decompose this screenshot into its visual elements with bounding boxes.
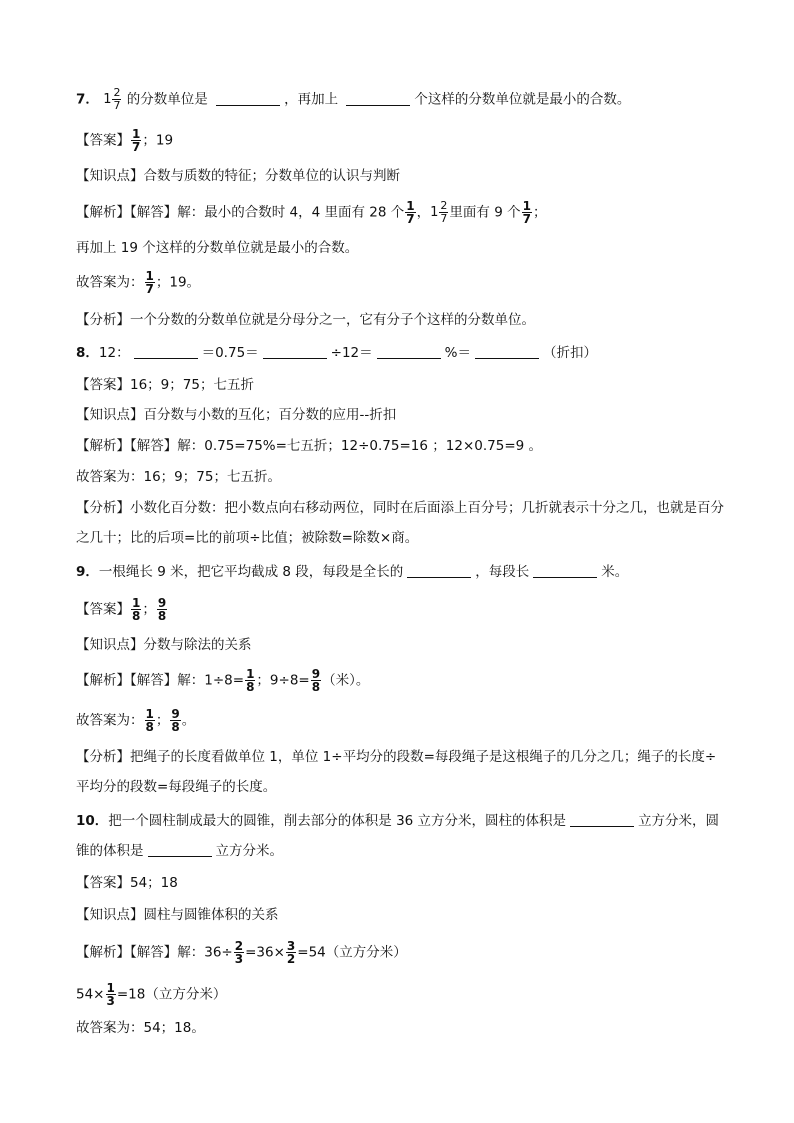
answer-line xyxy=(76,597,168,622)
analysis-text: =18（立方分米） xyxy=(116,986,227,1003)
numerator: 3 xyxy=(286,939,296,953)
denominator: 3 xyxy=(234,952,244,966)
answer-text: ； xyxy=(142,601,156,618)
analysis-text: ；9÷8= xyxy=(256,672,310,689)
question-text: 立方分米，圆锥的体积是 xyxy=(76,813,720,859)
final-answer-line xyxy=(76,270,200,295)
knowledge-text: 合数与质数的特征；分数单位的认识与判断 xyxy=(143,168,400,184)
final-answer-line xyxy=(76,467,281,487)
numerator: 1 xyxy=(145,269,154,283)
answer-line xyxy=(76,375,254,395)
question-number: 9． xyxy=(76,564,99,580)
numerator: 2 xyxy=(440,199,448,212)
denominator: 7 xyxy=(145,282,154,296)
denominator: 8 xyxy=(311,680,321,694)
question-text: （折扣） xyxy=(542,345,597,361)
explanation-text: 小数化百分数：把小数点向右移动两位，同时在后面添上百分号；几折就表示十分之几，也就是百分之几十；比的后项=比的前项÷比值；被除数=除数×商。 xyxy=(76,500,724,546)
denominator: 7 xyxy=(406,212,415,226)
mixed-number xyxy=(430,200,449,225)
answer-tag: 【答案】 xyxy=(76,875,130,891)
analysis-text: 解：1÷8= xyxy=(177,672,245,689)
question-text: 一根绳长 9 米，把它平均截成 8 段，每段是全长的 xyxy=(98,564,404,580)
numerator: 1 xyxy=(106,981,115,995)
answer-tag: 【答案】 xyxy=(76,377,130,393)
knowledge-tag: 【知识点】 xyxy=(76,907,144,923)
answer-blank[interactable] xyxy=(377,344,441,359)
answer-line xyxy=(76,873,178,893)
answer-blank[interactable] xyxy=(475,344,539,359)
answer-text: 16；9；75；七五折 xyxy=(130,377,254,393)
knowledge-text: 分数与除法的关系 xyxy=(143,637,252,653)
answer-blank[interactable] xyxy=(148,842,212,857)
knowledge-point-line xyxy=(76,405,396,425)
denominator: 2 xyxy=(286,952,296,966)
answer-blank[interactable] xyxy=(407,563,471,578)
denominator: 7 xyxy=(132,140,141,154)
fraction xyxy=(131,597,141,622)
knowledge-tag: 【知识点】 xyxy=(76,407,144,423)
fraction xyxy=(170,708,180,733)
analysis-text: 解：36÷ xyxy=(177,944,233,961)
fraction xyxy=(131,128,141,153)
question-text: ＝0.75＝ xyxy=(201,345,259,361)
question-10 xyxy=(76,806,726,866)
question-text: 立方分米。 xyxy=(215,843,283,859)
knowledge-tag: 【知识点】 xyxy=(76,637,144,653)
fraction xyxy=(286,940,296,965)
explanation-line xyxy=(76,742,726,802)
explanation-line xyxy=(76,310,535,330)
knowledge-point-line xyxy=(76,905,279,925)
analysis-text: ； xyxy=(532,204,547,221)
analysis-line xyxy=(76,940,407,965)
knowledge-tag: 【知识点】 xyxy=(76,168,144,184)
answer-blank[interactable] xyxy=(533,563,597,578)
fraction xyxy=(234,940,244,965)
final-answer-line xyxy=(76,708,195,733)
answer-blank[interactable] xyxy=(263,344,327,359)
question-text: 的分数单位是 xyxy=(126,91,208,108)
question-text: 把一个圆柱制成最大的圆锥，削去部分的体积是 36 立方分米，圆柱的体积是 xyxy=(108,813,567,829)
numerator: 9 xyxy=(171,707,180,721)
fraction xyxy=(245,668,255,693)
analysis-tag: 【解析】【解答】 xyxy=(76,672,178,689)
question-text: ÷12＝ xyxy=(330,345,373,361)
final-text: ；19。 xyxy=(155,274,201,291)
final-text: 。 xyxy=(181,712,196,729)
denominator: 7 xyxy=(522,212,531,226)
question-number: 7． xyxy=(76,91,99,108)
question-7 xyxy=(76,87,630,112)
fraction xyxy=(145,708,155,733)
explanation-tag: 【分析】 xyxy=(76,749,130,765)
analysis-continued xyxy=(76,238,358,258)
analysis-tag: 【解析】【解答】 xyxy=(76,944,178,961)
analysis-text: 再加上 19 个这样的分数单位就是最小的合数。 xyxy=(76,240,359,256)
explanation-tag: 【分析】 xyxy=(76,312,130,328)
final-text: 故答案为：54；18。 xyxy=(76,1020,205,1036)
fraction xyxy=(145,270,155,295)
knowledge-point-line xyxy=(76,635,252,655)
analysis-text: 54× xyxy=(76,986,105,1003)
analysis-line xyxy=(76,436,542,456)
analysis-text: =54（立方分米） xyxy=(297,944,407,961)
denominator: 8 xyxy=(157,609,167,623)
numerator: 2 xyxy=(113,86,121,99)
denominator: 8 xyxy=(145,720,154,734)
answer-line xyxy=(76,128,173,153)
numerator: 9 xyxy=(157,596,167,610)
denominator: 7 xyxy=(440,212,448,225)
fraction xyxy=(112,87,121,112)
question-text: 个这样的分数单位就是最小的合数。 xyxy=(414,91,631,108)
analysis-text: =36× xyxy=(245,944,285,961)
analysis-tag: 【解析】【解答】 xyxy=(76,438,178,454)
analysis-text: 解：最小的合数时 4，4 里面有 28 个 xyxy=(177,204,405,221)
knowledge-text: 圆柱与圆锥体积的关系 xyxy=(143,907,279,923)
answer-text: 54；18 xyxy=(130,875,178,891)
fraction xyxy=(439,200,448,225)
analysis-text: （米）。 xyxy=(322,672,370,689)
question-8 xyxy=(76,343,597,363)
final-answer-line xyxy=(76,1018,205,1038)
question-number: 10． xyxy=(76,813,109,829)
final-text: 故答案为：16；9；75；七五折。 xyxy=(76,469,281,485)
numerator: 1 xyxy=(132,127,141,141)
question-9 xyxy=(76,562,628,582)
numerator: 9 xyxy=(311,667,321,681)
answer-blank[interactable] xyxy=(570,812,634,827)
knowledge-text: 百分数与小数的互化；百分数的应用--折扣 xyxy=(143,407,397,423)
numerator: 2 xyxy=(234,939,244,953)
question-text: ，再加上 xyxy=(284,91,339,108)
analysis-text: 里面有 9 个 xyxy=(449,204,521,221)
knowledge-point-line xyxy=(76,166,400,186)
mixed-whole: 1 xyxy=(103,91,112,107)
question-number: 8． xyxy=(76,345,99,361)
explanation-text: 把绳子的长度看做单位 1，单位 1÷平均分的段数=每段绳子是这根绳子的几分之几；绳子的长度÷平均分的段数=每段绳子的长度。 xyxy=(76,749,717,795)
denominator: 8 xyxy=(132,609,141,623)
answer-blank[interactable] xyxy=(134,344,198,359)
denominator: 3 xyxy=(106,994,115,1008)
analysis-text: ， xyxy=(416,204,431,221)
fraction xyxy=(405,200,415,225)
denominator: 7 xyxy=(113,99,121,112)
denominator: 8 xyxy=(246,680,255,694)
answer-tag: 【答案】 xyxy=(76,132,130,149)
numerator: 1 xyxy=(145,707,154,721)
answer-text: ；19 xyxy=(142,132,174,149)
final-text: 故答案为： xyxy=(76,274,144,291)
mixed-whole: 1 xyxy=(430,204,439,220)
final-text: ； xyxy=(155,712,170,729)
question-text: %＝ xyxy=(444,345,471,361)
analysis-line xyxy=(76,200,546,225)
answer-blank[interactable] xyxy=(216,91,280,106)
numerator: 1 xyxy=(522,199,531,213)
analysis-continued xyxy=(76,982,226,1007)
numerator: 1 xyxy=(406,199,415,213)
numerator: 1 xyxy=(132,596,141,610)
denominator: 8 xyxy=(171,720,180,734)
question-text: ，每段长 xyxy=(475,564,530,580)
final-text: 故答案为： xyxy=(76,712,144,729)
explanation-text: 一个分数的分数单位就是分母分之一，它有分子个这样的分数单位。 xyxy=(130,312,535,328)
answer-blank[interactable] xyxy=(346,91,410,106)
explanation-line xyxy=(76,493,726,553)
fraction xyxy=(106,982,116,1007)
fraction xyxy=(157,597,167,622)
analysis-line xyxy=(76,668,369,693)
analysis-tag: 【解析】【解答】 xyxy=(76,204,178,221)
question-text: 12： xyxy=(98,345,130,361)
numerator: 1 xyxy=(246,667,255,681)
fraction xyxy=(522,200,532,225)
answer-tag: 【答案】 xyxy=(76,601,130,618)
analysis-text: 解：0.75=75%=七五折；12÷0.75=16 ；12×0.75=9 。 xyxy=(177,438,543,454)
mixed-number xyxy=(103,87,122,112)
question-text: 米。 xyxy=(601,564,629,580)
explanation-tag: 【分析】 xyxy=(76,500,130,516)
fraction xyxy=(311,668,321,693)
